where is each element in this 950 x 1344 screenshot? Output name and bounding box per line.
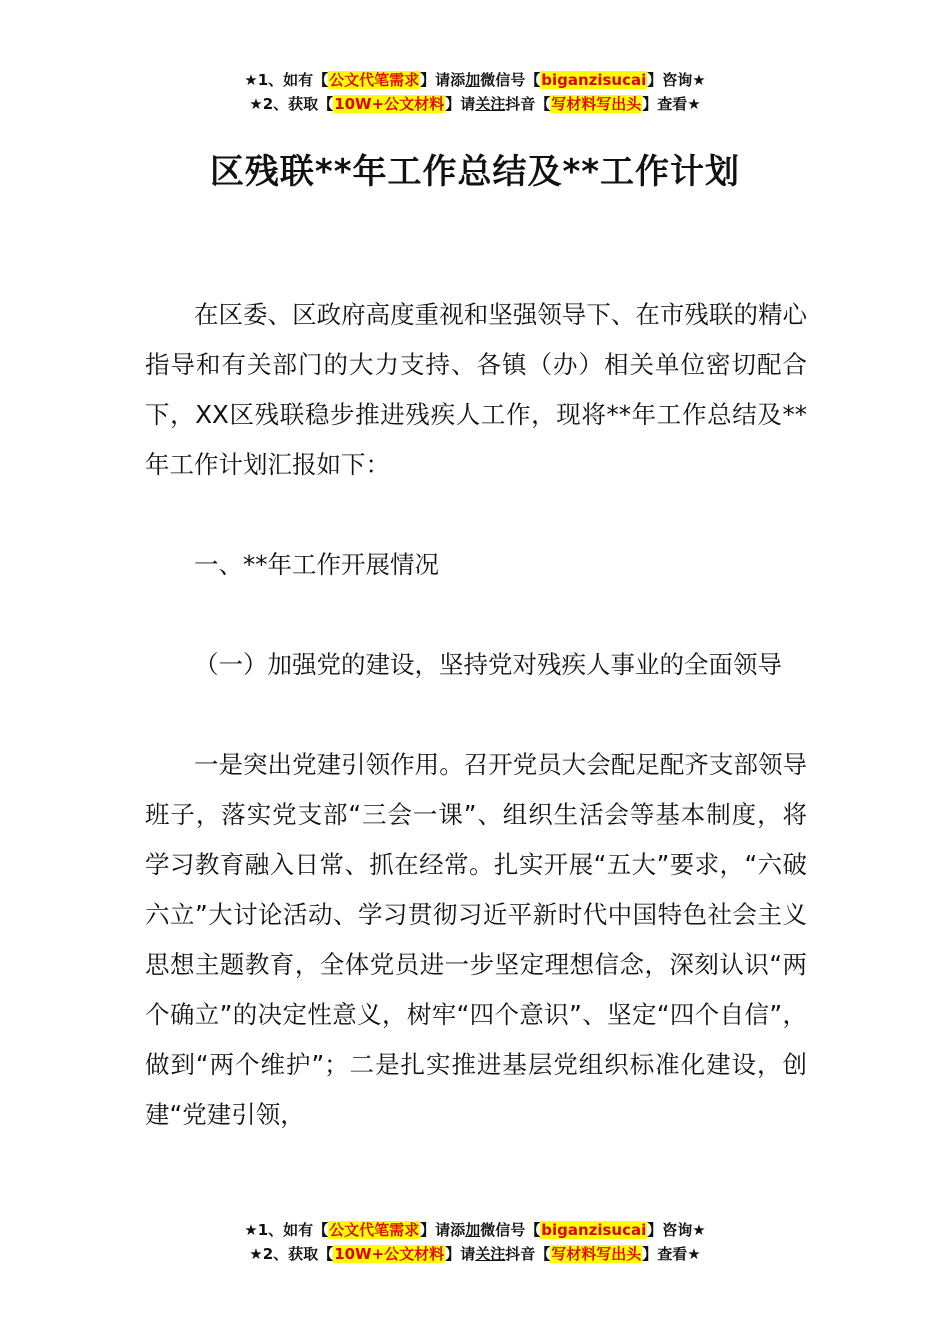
header-banner: [0, 68, 950, 116]
header-line-2-text: 】请: [445, 95, 476, 113]
header-line-1-text: ★1、如有【: [244, 71, 329, 89]
body-paragraph: 一是突出党建引领作用。召开党员大会配足配齐支部领导班子，落实党支部“三会一课”、组织生活会等基本制度，将学习教育融入日常、抓在经常。扎实开展“五大”要求，“六破六立”大讨论活动、学习贯彻习近平新时代中国特色社会主义思想主题教育，全体党员进一步坚定理想信念，深刻认识“两个确立”的决定性意义，树牢“四个意识”、坚定“四个自信”，做到“两个维护”；二是扎实推进基层党组织标准化建设，创建“党建引领，: [145, 750, 807, 1129]
highlight-douyin-account: 写材料写出头: [551, 1245, 642, 1263]
footer-line-1-text: 】请添: [420, 1221, 466, 1239]
footer-line-2-text: 】请: [445, 1245, 476, 1263]
footer-line-1: [0, 1218, 950, 1242]
highlight-materials: 10W+公文材料: [334, 1245, 445, 1263]
highlight-wechat-id: biganzisucai: [541, 1221, 647, 1239]
footer-line-2: [0, 1242, 950, 1266]
footer-line-2-text: 抖音【: [505, 1245, 551, 1263]
highlight-douyin-account: 写材料写出头: [551, 95, 642, 113]
footer-line-2-text: 】查看★: [642, 1245, 701, 1263]
footer-banner: [0, 1218, 950, 1266]
underlined-text: 关注: [475, 95, 506, 113]
header-line-2-text: 抖音【: [505, 95, 551, 113]
document-body: [145, 290, 807, 1140]
highlight-service: 公文代笔需求: [329, 1221, 420, 1239]
spacer: [145, 590, 807, 640]
highlight-materials: 10W+公文材料: [334, 95, 445, 113]
document-title: 区残联**年工作总结及**工作计划: [209, 152, 741, 192]
underlined-text: 关注: [475, 1245, 506, 1263]
header-line-2-text: ★2、获取【: [249, 95, 334, 113]
header-line-1-text: 微信号【: [480, 71, 541, 89]
footer-line-1-text: 微信号【: [480, 1221, 541, 1239]
section-heading: 一、**年工作开展情况: [194, 550, 439, 579]
header-line-1-text: 】请添: [420, 71, 466, 89]
header-line-1-text: 】咨询★: [647, 71, 706, 89]
highlight-service: 公文代笔需求: [329, 71, 420, 89]
underlined-text: 加: [465, 71, 481, 89]
intro-paragraph: 在区委、区政府高度重视和坚强领导下、在市残联的精心指导和有关部门的大力支持、各镇（办）相关单位密切配合下，XX区残联稳步推进残疾人工作，现将**年工作总结及**年工作计划汇报如下：: [145, 300, 807, 479]
header-line-2: [0, 92, 950, 116]
footer-line-1-text: ★1、如有【: [244, 1221, 329, 1239]
highlight-wechat-id: biganzisucai: [541, 71, 647, 89]
spacer: [145, 490, 807, 540]
header-line-2-text: 】查看★: [642, 95, 701, 113]
footer-line-2-text: ★2、获取【: [249, 1245, 334, 1263]
subsection-heading: （一）加强党的建设，坚持党对残疾人事业的全面领导: [194, 650, 782, 679]
footer-line-1-text: 】咨询★: [647, 1221, 706, 1239]
underlined-text: 加: [465, 1221, 481, 1239]
spacer: [145, 690, 807, 740]
header-line-1: [0, 68, 950, 92]
